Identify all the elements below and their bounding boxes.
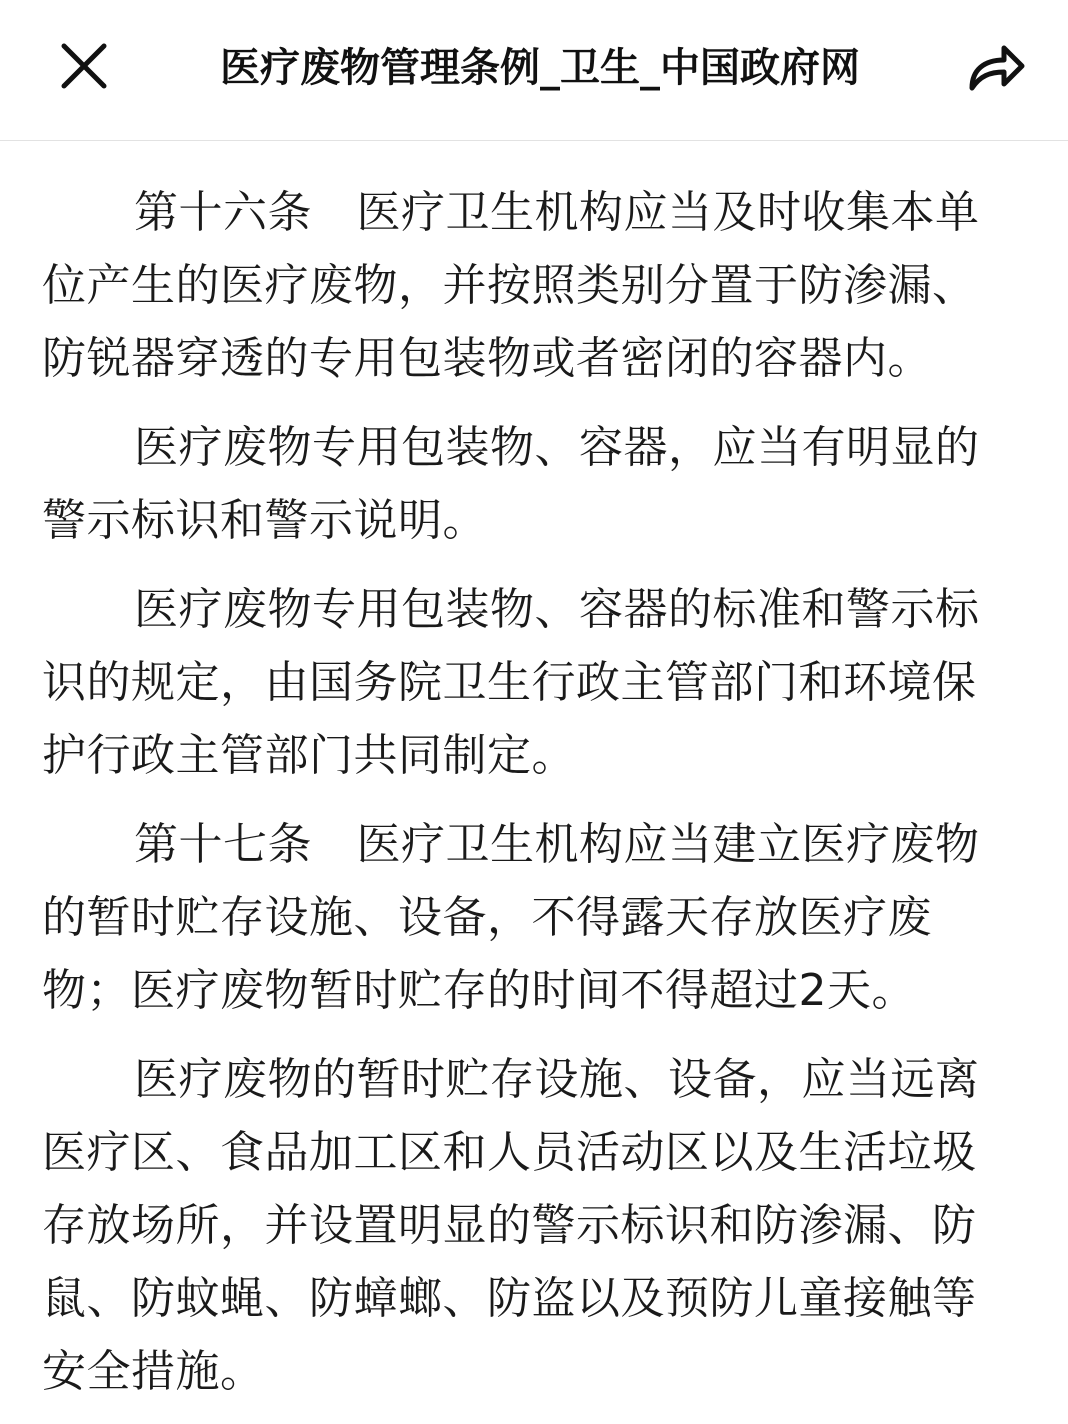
- share-icon: [964, 36, 1028, 96]
- top-bar: [0, 0, 1068, 141]
- article-paragraph: 医疗废物专用包装物、容器，应当有明显的警示标识和警示说明。: [42, 422, 980, 546]
- close-icon: [58, 40, 110, 92]
- close-button[interactable]: [48, 30, 120, 102]
- article-paragraph: 医疗废物专用包装物、容器的标准和警示标识的规定，由国务院卫生行政主管部门和环境保护行政主管部门共同制定。: [42, 584, 980, 781]
- article-paragraph: 第十七条 医疗卫生机构应当建立医疗废物的暂时贮存设施、设备，不得露天存放医疗废物；医疗废物暂时贮存的时间不得超过2天。: [42, 819, 980, 1016]
- share-button[interactable]: [954, 26, 1038, 106]
- article-body: [42, 176, 1012, 1424]
- article-paragraph: 第十六条 医疗卫生机构应当及时收集本单位产生的医疗废物，并按照类别分置于防渗漏、防锐器穿透的专用包装物或者密闭的容器内。: [42, 187, 980, 384]
- page-title: 医疗废物管理条例_卫生_中国政府网: [220, 45, 860, 91]
- article-paragraph: 医疗废物的暂时贮存设施、设备，应当远离医疗区、食品加工区和人员活动区以及生活垃圾存放场所，并设置明显的警示标识和防渗漏、防鼠、防蚊蝇、防蟑螂、防盗以及预防儿童接触等安全措施。: [42, 1054, 980, 1397]
